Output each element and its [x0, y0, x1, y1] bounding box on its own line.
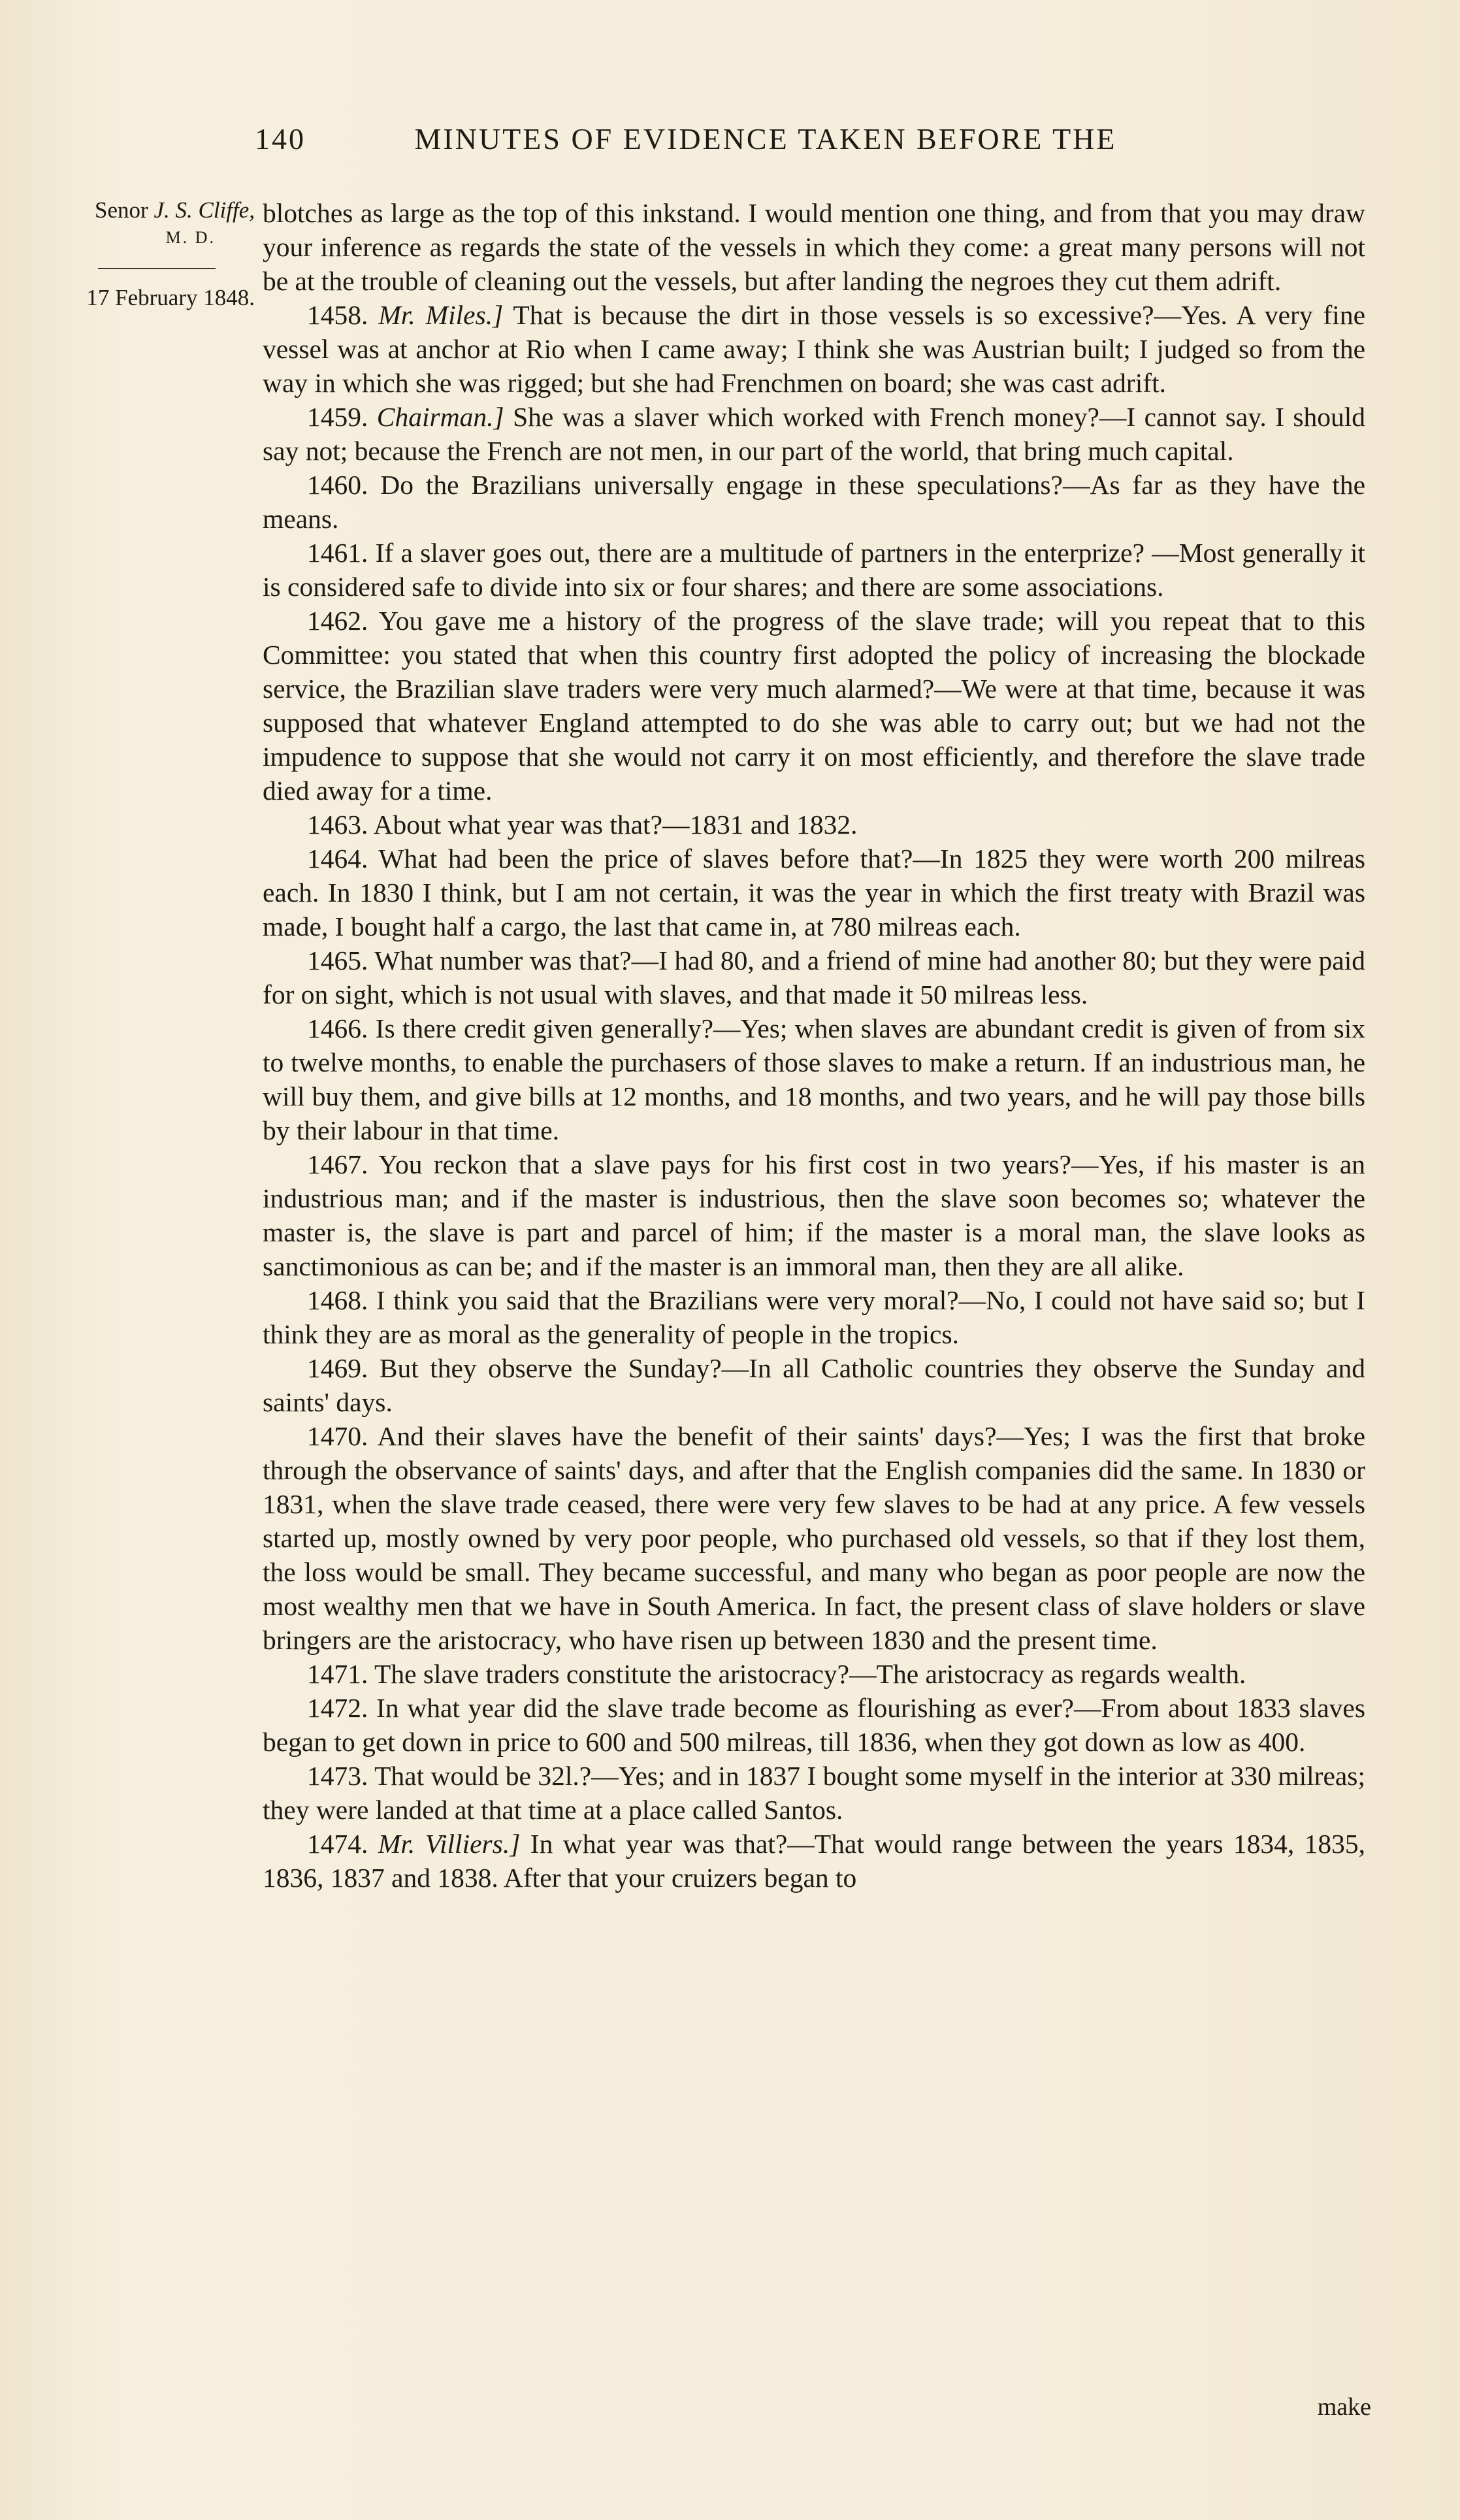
question-number: 1470. [307, 1421, 368, 1451]
evidence-date: 17 February 1848. [86, 285, 255, 310]
evidence-paragraph [263, 298, 1365, 400]
question-number: 1473. [307, 1761, 368, 1791]
paragraph-text: Is there credit given generally?—Yes; when slaves are abundant credit is given of from six to twelve months, to enable the purchasers of those slaves to make a return. If an industrious man, he will buy them, and give bills at 12 months, and 18 months, and two years, and he will pay those bills by their labour in that time. [263, 1013, 1365, 1145]
question-number: 1465. [307, 945, 368, 975]
paragraph-text: The slave traders constitute the aristocracy?—The aristocracy as regards wealth. [374, 1659, 1246, 1689]
evidence-paragraph [263, 468, 1365, 536]
witness-name [39, 196, 255, 225]
question-number: 1467. [307, 1149, 368, 1179]
evidence-paragraph [263, 808, 1365, 842]
evidence-paragraph [263, 604, 1365, 808]
question-number: 1469. [307, 1353, 368, 1383]
question-number: 1471. [307, 1659, 368, 1689]
evidence-paragraph [263, 1011, 1365, 1147]
evidence-paragraph [263, 1657, 1365, 1691]
evidence-paragraph [263, 1351, 1365, 1419]
question-number: 1472. [307, 1693, 368, 1723]
witness-sidenote [39, 196, 255, 312]
paragraph-text: In what year was that?—That would range between the years 1834, 1835, 1836, 1837 and 1838. After that your cruizers began to [263, 1829, 1365, 1893]
evidence-paragraph [263, 1759, 1365, 1827]
evidence-body [263, 196, 1365, 1895]
paragraph-text: I think you said that the Brazilians were very moral?—No, I could not have said so; but I think they are as moral as the generality of people in the tropics. [263, 1285, 1365, 1349]
paragraph-text: What had been the price of slaves before that?—In 1825 they were worth 200 milreas each. In 1830 I think, but I am not certain, it was the year in which the first treaty with Brazil was made, I bought half a cargo, the last that came in, at 780 milreas each. [263, 843, 1365, 941]
paragraph-text: What number was that?—I had 80, and a friend of mine had another 80; but they were paid for on sight, which is not usual with slaves, and that made it 50 milreas less. [263, 945, 1365, 1009]
question-number: 1466. [307, 1013, 368, 1043]
speaker-label: Mr. Villiers.] [378, 1829, 521, 1859]
evidence-paragraph [263, 1419, 1365, 1657]
paragraph-text: That is because the dirt in those vessels is so excessive?—Yes. A very fine vessel was at anchor at Rio when I came away; I think she was Austrian built; I judged so from the way in which she was rigged; but she had Frenchmen on board; she was cast adrift. [263, 300, 1365, 398]
paragraph-text: You gave me a history of the progress of the slave trade; will you repeat that to this Committee: you stated that when this country first adopted the policy of increasing the blockade service, the Brazilian slave traders were very much alarmed?—We were at that time, because it was supposed that whatever England attempted to do she was able to carry out; but we had not the impudence to suppose that she would not carry it on most efficiently, and therefore the slave trade died away for a time. [263, 606, 1365, 806]
evidence-paragraph [263, 842, 1365, 943]
paragraph-text: That would be 32l.?—Yes; and in 1837 I bought some myself in the interior at 330 milreas; they were landed at that time at a place called Santos. [263, 1761, 1365, 1825]
witness-degree: M. D. [165, 228, 216, 247]
question-number: 1462. [307, 606, 368, 636]
paragraph-text: About what year was that?—1831 and 1832. [373, 810, 858, 840]
evidence-paragraph [263, 196, 1365, 298]
evidence-paragraph [263, 1147, 1365, 1283]
page-header [255, 122, 1365, 156]
speaker-label: Mr. Miles.] [378, 300, 504, 330]
paragraph-text: Do the Brazilians universally engage in these speculations?—As far as they have the means. [263, 470, 1366, 534]
paragraph-text: blotches as large as the top of this inkstand. I would mention one thing, and from that you may draw your inference as regards the state of the vessels in which they come: a great many persons will not be at the trouble of cleaning out the vessels, but after landing the negroes they cut them adrift. [263, 198, 1365, 296]
paragraph-text: In what year did the slave trade become as flourishing as ever?—From about 1833 slaves began to get down in price to 600 and 500 milreas, till 1836, when they got down as low as 400. [263, 1693, 1365, 1757]
evidence-paragraph [263, 400, 1365, 468]
evidence-paragraph [263, 1691, 1365, 1759]
question-number: 1464. [307, 843, 368, 874]
paragraph-text: If a slaver goes out, there are a multitude of partners in the enterprize? —Most generally it is considered safe to divide into six or four shares; and there are some associations. [263, 538, 1366, 602]
speaker-label: Chairman.] [376, 402, 504, 432]
question-number: 1460. [307, 470, 368, 500]
running-title: MINUTES OF EVIDENCE TAKEN BEFORE THE [414, 122, 1117, 155]
witness-title: Senor [95, 197, 148, 223]
sidenote-divider [98, 268, 216, 269]
paragraph-text: But they observe the Sunday?—In all Catholic countries they observe the Sunday and saints' days. [263, 1353, 1366, 1417]
evidence-paragraph [263, 536, 1365, 604]
evidence-paragraph [263, 943, 1365, 1011]
question-number: 1459. [307, 402, 368, 432]
question-number: 1458. [307, 300, 368, 330]
question-number: 1461. [307, 538, 368, 568]
evidence-paragraph [263, 1827, 1365, 1895]
paragraph-text: She was a slaver which worked with French money?—I cannot say. I should say not; because the French are not men, in our part of the world, that bring much capital. [263, 402, 1366, 466]
paragraph-text: And their slaves have the benefit of their saints' days?—Yes; I was the first that broke through the observance of saints' days, and after that the English companies did the same. In 1830 or 1831, when the slave trade ceased, there were very few slaves to be had at any price. A few vessels started up, mostly owned by very poor people, who purchased old vessels, so that if they lost them, the loss would be small. They became successful, and many who began as poor people are now the most wealthy men that we have in South America. In fact, the present class of slave holders or slave bringers are the aristocracy, who have risen up between 1830 and the present time. [263, 1421, 1365, 1655]
question-number: 1463. [307, 810, 368, 840]
question-number: 1474. [307, 1829, 368, 1859]
evidence-paragraph [263, 1283, 1365, 1351]
page-number: 140 [255, 122, 306, 155]
question-number: 1468. [307, 1285, 368, 1315]
witness-surname: J. S. Cliffe, [154, 197, 255, 223]
paragraph-text: You reckon that a slave pays for his first cost in two years?—Yes, if his master is an industrious man; and if the master is industrious, then the slave soon becomes so; whatever the master is, the slave is part and parcel of him; if the master is a moral man, the slave looks as sanctimonious as can be; and if the master is an immoral man, then they are all alike. [263, 1149, 1365, 1281]
catchword: make [1317, 2393, 1371, 2421]
